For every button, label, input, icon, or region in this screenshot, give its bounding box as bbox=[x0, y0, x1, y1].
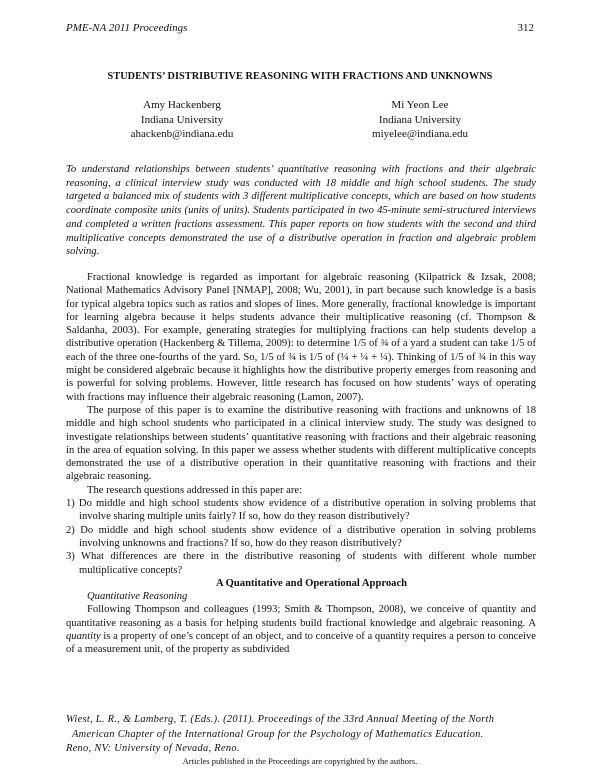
author-affiliation: Indiana University bbox=[378, 113, 462, 126]
copyright-notice: Articles published in the Proceedings are copyrighted by the authors. bbox=[182, 756, 418, 766]
author-block-2 bbox=[310, 98, 530, 142]
author-email: ahackenb@indiana.edu bbox=[130, 128, 234, 140]
list-item: 1) Do middle and high school students show evidence of a distributive operation in solving problems that involve sharing multiple units fairly? If so, how do they reason distributively? bbox=[66, 498, 536, 523]
paper-title: STUDENTS’ DISTRIBUTIVE REASONING WITH FRACTIONS AND UNKNOWNS bbox=[107, 71, 493, 82]
paragraph-part: Following Thompson and colleagues (1993; Smith & Thompson, 2008), we conceive of quantity and quantitative reasoning as a basis for helping students build fractional knowledge and algebraic reasoning. A bbox=[66, 604, 536, 629]
list-item: 2) Do middle and high school students show evidence of a distributive operation in solving problems involving unknowns and fractions? If so, how do they reason distributively? bbox=[66, 524, 536, 549]
abstract: To understand relationships between students’ quantitative reasoning with fractions and their algebraic reasoning, a clinical interview study was conducted with 18 middle and high school students. The study targeted a balanced mix of students with 3 different multiplicative concepts, which are based on how students coordinate composite units (units of units). Students participated in two 45-minute semi-structured interviews and completed a written fractions assessment. This paper reports on how students with the second and third multiplicative concepts demonstrated the use of a distributive operation in fraction and algebraic problem solving. bbox=[66, 164, 536, 258]
list-item: 3) What differences are there in the distributive reasoning of students with different whole number multiplicative concepts? bbox=[66, 551, 536, 576]
paragraph bbox=[66, 603, 536, 656]
subsection-heading: Quantitative Reasoning bbox=[87, 591, 188, 603]
paragraph: The research questions addressed in this paper are: bbox=[87, 484, 303, 496]
paragraph-part: is a property of one’s concept of an object, and to conceive of a quantity requires a person to conceive of a measurement unit, of the property as subdivided bbox=[66, 631, 536, 656]
page-number: 312 bbox=[517, 22, 534, 34]
author-email: miyelee@indiana.edu bbox=[372, 128, 468, 140]
author-name: Mi Yeon Lee bbox=[391, 99, 449, 111]
running-header bbox=[66, 22, 534, 34]
author-name: Amy Hackenberg bbox=[143, 99, 221, 111]
author-affiliation: Indiana University bbox=[140, 113, 224, 126]
research-questions-list bbox=[66, 497, 536, 577]
emphasized-term: quantity bbox=[66, 631, 101, 643]
paragraph: Fractional knowledge is regarded as important for algebraic reasoning (Kilpatrick & Izsak, 2008; National Mathematics Advisory Panel [NMAP], 2008; Wu, 2001), in part because such knowledge is a basis for typical algebra topics such as ratios and slopes of lines. More generally, fractional knowledge is important for learning algebra because it helps students advance their multiplicative reasoning (cf. Thompson & Saldanha, 2003). For example, generating strategies for multiplying fractions can help students develop a distributive operation (Hackenberg & Tillema, 2009): to determine 1/5 of ¾ of a yard a student can take 1/5 of each of the three one-fourths of the yard. So, 1/5 of ¾ is 1/5 of (¼ + ¼ + ¼). Thinking of 1/5 of ¾ in this way might be considered algebraic because it highlights how the distributive property emerges from reasoning and is powerful for solving problems. However, little research has focused on how students’ ways of operating with fractions may influence their algebraic reasoning (Lamon, 2007). bbox=[66, 272, 536, 403]
citation-line: American Chapter of the International Group for the Psychology of Mathematics Education. bbox=[72, 728, 484, 740]
section-heading: A Quantitative and Operational Approach bbox=[215, 577, 408, 589]
citation-line: Wiest, L. R., & Lamberg, T. (Eds.). (2011). Proceedings of the 33rd Annual Meeting of the North bbox=[66, 714, 495, 725]
running-title: PME-NA 2011 Proceedings bbox=[66, 22, 188, 34]
body-text bbox=[66, 271, 536, 657]
author-block-1 bbox=[72, 98, 292, 142]
footer-citation bbox=[66, 713, 546, 757]
paragraph: The purpose of this paper is to examine the distributive reasoning with fractions and unknowns of 18 middle and high school students who participated in a clinical interview study. The study was designed to investigate relationships between students’ quantitative reasoning with fractions and their algebraic reasoning in the area of equation solving. In this paper we assess whether students with different multiplicative concepts demonstrated the use of a distributive operation in their quantitative reasoning with fractions and their algebraic reasoning. bbox=[66, 404, 536, 483]
citation-line: Reno, NV: University of Nevada, Reno. bbox=[66, 743, 240, 754]
